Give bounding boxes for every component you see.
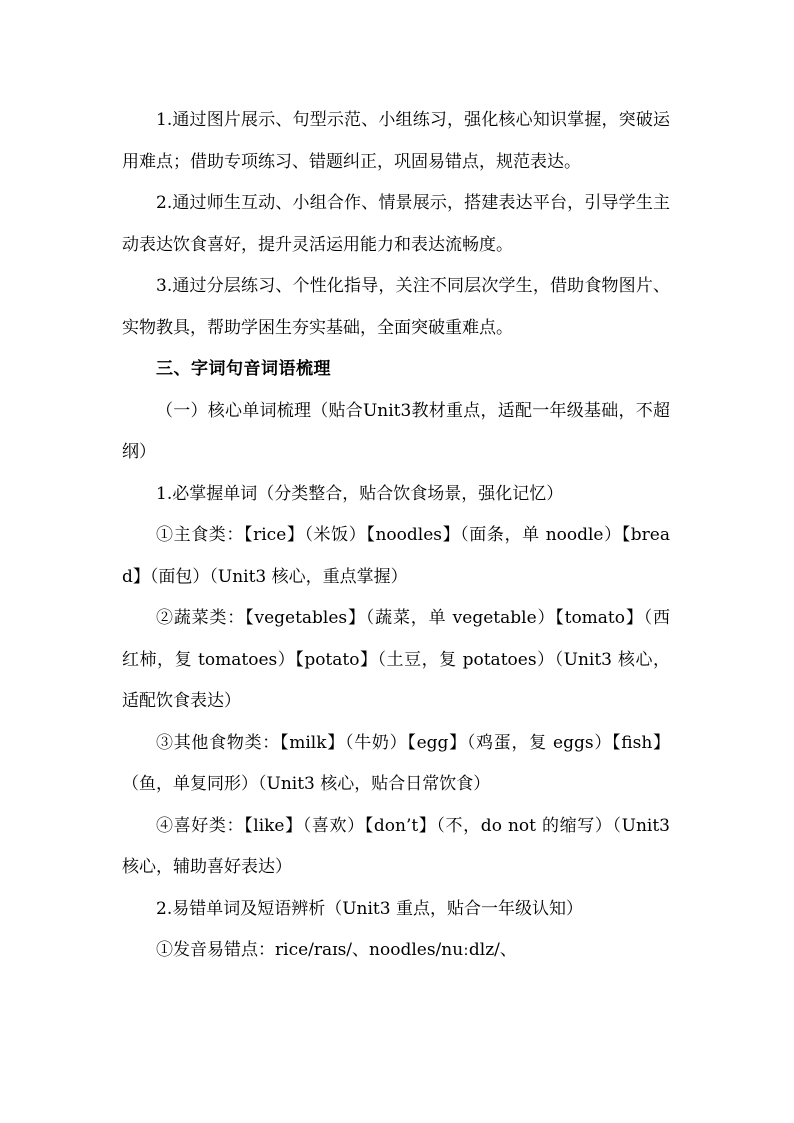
vocab-preference: ④喜好类：【like】（喜欢）【don’t】（不，do not 的缩写）（Unit3 核心，辅助喜好表达） (122, 815, 670, 877)
vocab-vegetables: ②蔬菜类：【vegetables】（蔬菜，单 vegetable）【tomato】（西红柿，复 tomatoes）【potato】（土豆，复 potatoes）（Unit3 核心，适配饮食表达） (122, 608, 670, 711)
section-heading-3: 三、字词句音词语梳理 (156, 359, 331, 379)
pronunciation-errors: ①发音易错点：rice/raɪs/、noodles/nuːdlz/、 (156, 940, 517, 960)
paragraph-method-1: 1.通过图片展示、句型示范、小组练习，强化核心知识掌握，突破运用难点；借助专项练习、错题纠正，巩固易错点，规范表达。 (122, 110, 670, 172)
paragraph-method-3: 3.通过分层练习、个性化指导，关注不同层次学生，借助食物图片、实物教具，帮助学困生夯实基础，全面突破重难点。 (122, 276, 670, 338)
paragraph-method-2: 2.通过师生互动、小组合作、情景展示，搭建表达平台，引导学生主动表达饮食喜好，提升灵活运用能力和表达流畅度。 (122, 193, 670, 255)
list-item-error-prone-words: 2.易错单词及短语辨析（Unit3 重点，贴合一年级认知） (156, 898, 583, 919)
vocab-other-food: ③其他食物类：【milk】（牛奶）【egg】（鸡蛋，复 eggs）【fish】（鱼，单复同形）（Unit3 核心，贴合日常饮食） (122, 732, 670, 794)
subsection-heading-1: （一）核心单词梳理（贴合Unit3教材重点，适配一年级基础，不超纲） (122, 400, 670, 462)
vocab-staple-food: ①主食类：【rice】（米饭）【noodles】（面条，单 noodle）【bread】（面包）（Unit3 核心，重点掌握） (122, 525, 670, 587)
list-item-must-master-words: 1.必掌握单词（分类整合，贴合饮食场景，强化记忆） (156, 483, 564, 504)
document-page (122, 100, 670, 972)
